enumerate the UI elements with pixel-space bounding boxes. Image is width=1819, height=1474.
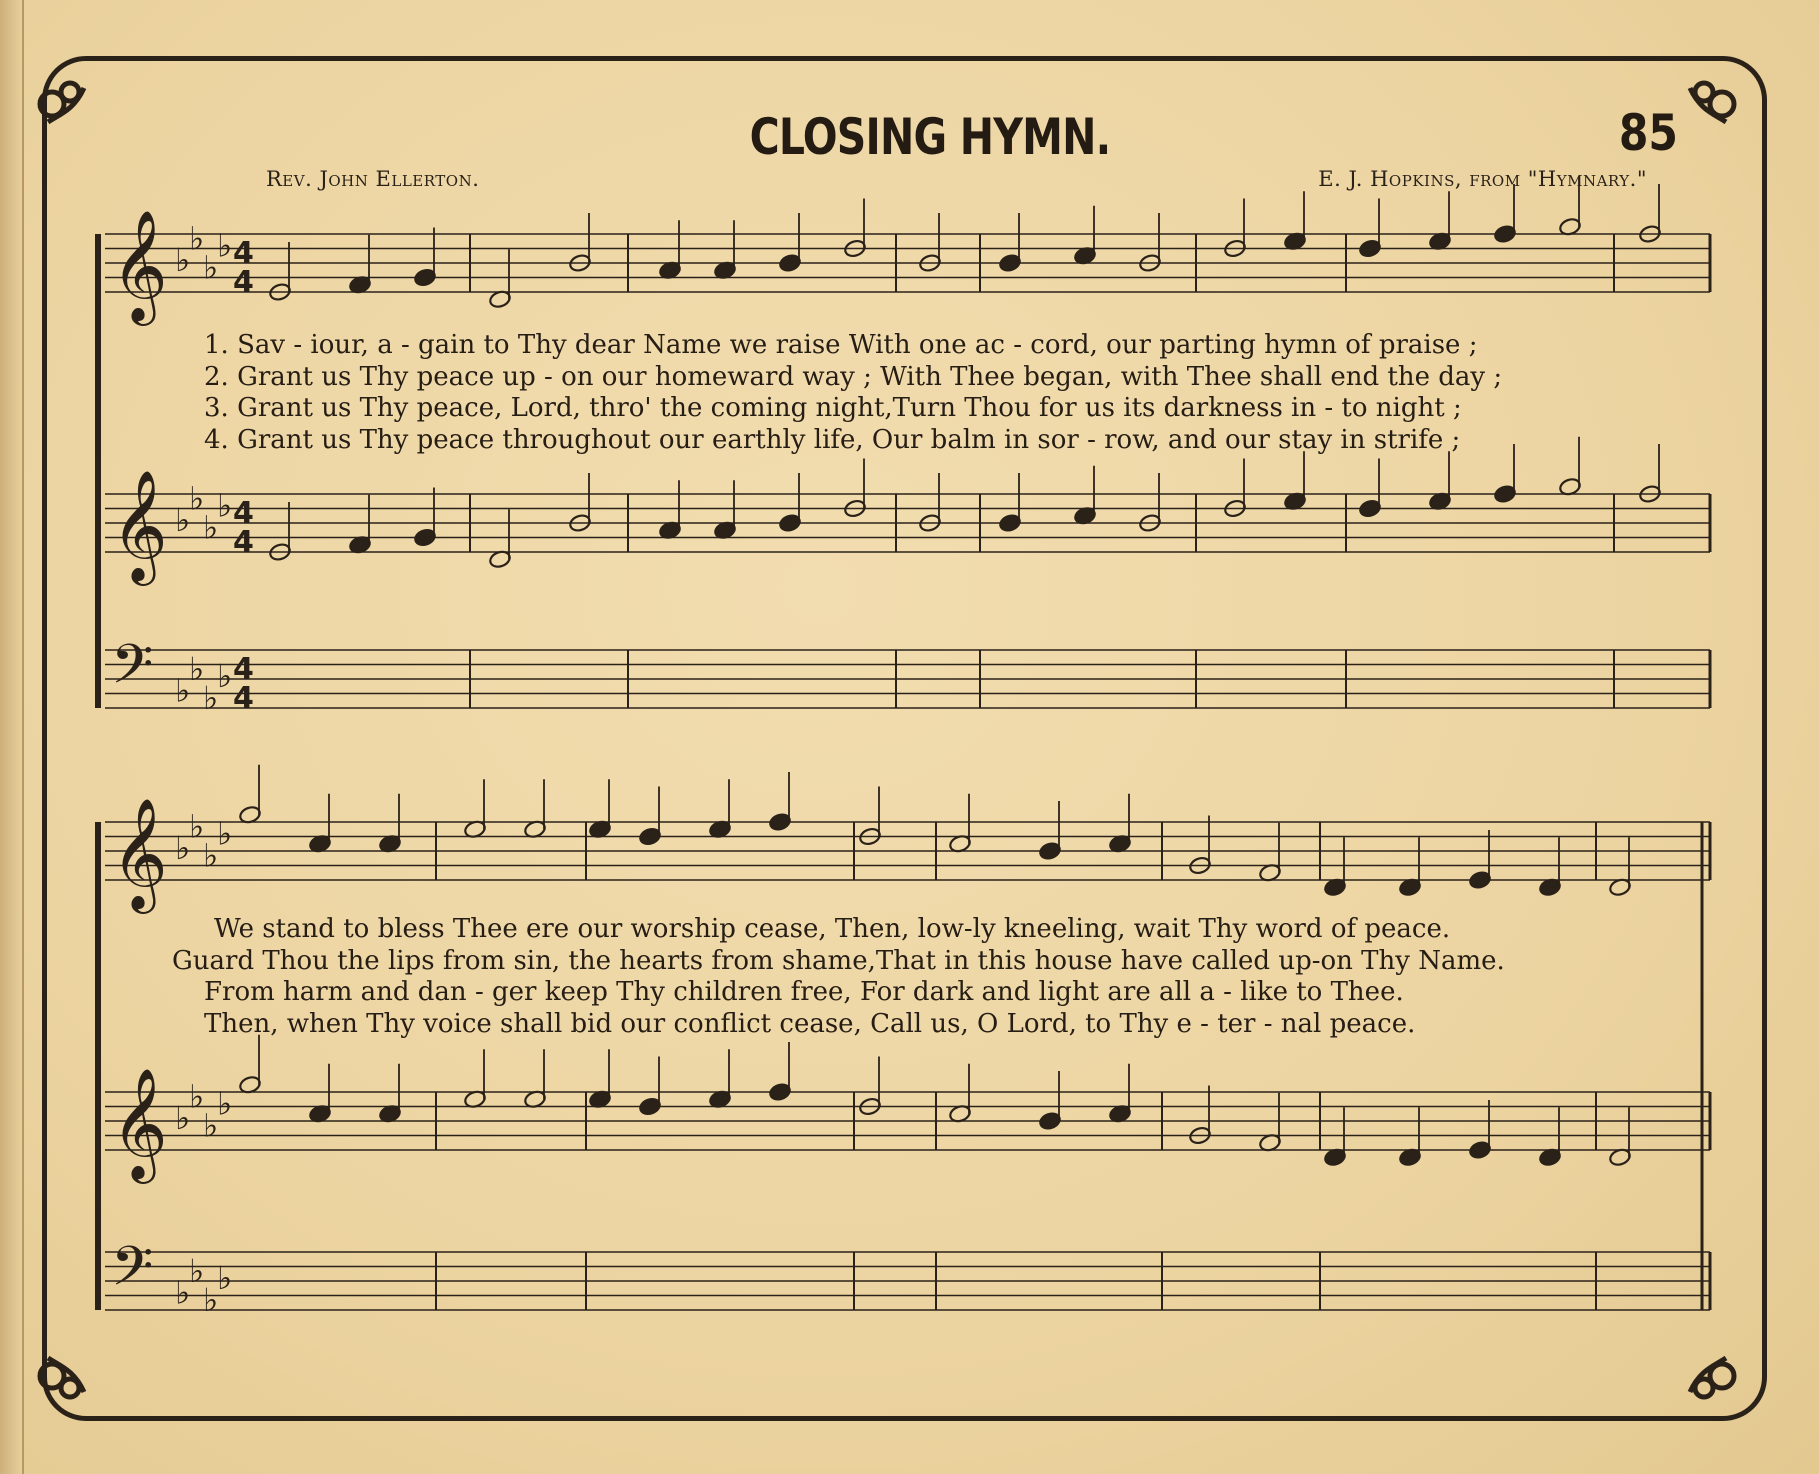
time-signature-bottom: 4	[233, 681, 254, 716]
treble-clef-icon: 𝄞	[111, 209, 168, 321]
treble-clef-icon: 𝄞	[111, 797, 168, 909]
flat-sign-icon: ♭	[189, 479, 205, 518]
flat-sign-icon: ♭	[175, 671, 191, 710]
flat-sign-icon: ♭	[203, 1280, 219, 1319]
flat-sign-icon: ♭	[175, 1273, 191, 1312]
flat-sign-icon: ♭	[217, 226, 233, 265]
time-signature-top: 4	[233, 236, 254, 271]
flat-sign-icon: ♭	[217, 657, 233, 695]
flat-sign-icon: ♭	[203, 678, 219, 717]
time-signature-top: 4	[233, 496, 254, 531]
flat-sign-icon: ♭	[203, 248, 219, 287]
flat-sign-icon: ♭	[189, 219, 205, 258]
lyric-verse-1: 1. Sav - iour, a - gain to Thy dear Name we raise With one ac - cord, our parting hymn of praise ;	[204, 330, 1478, 360]
flat-sign-icon: ♭	[175, 829, 191, 867]
lyric-verse-2-end: Guard Thou the lips from sin, the hearts from shame,That in this house have called up-on Thy Name.	[172, 945, 1505, 976]
lyric-verse-2: 2. Grant us Thy peace up - on our homeward way ; With Thee began, with Thee shall end the day ;	[204, 361, 1503, 392]
flat-sign-icon: ♭	[189, 649, 205, 688]
treble-clef-icon: 𝄞	[111, 1067, 168, 1179]
flat-sign-icon: ♭	[217, 486, 233, 525]
lyrics-system-2	[172, 914, 1505, 1040]
lyric-verse-4: 4. Grant us Thy peace throughout our earthly life, Our balm in sor - row, and our stay in strife ;	[204, 424, 1461, 455]
flat-sign-icon: ♭	[203, 508, 219, 547]
flat-sign-icon: ♭	[189, 807, 205, 846]
treble-clef-icon: 𝄞	[111, 469, 168, 581]
flat-sign-icon: ♭	[217, 1084, 233, 1123]
lyric-verse-1-end: We stand to bless Thee ere our worship cease, Then, low-ly kneeling, wait Thy word of peace.	[214, 914, 1451, 944]
flat-sign-icon: ♭	[203, 1106, 219, 1145]
lyric-verse-3: 3. Grant us Thy peace, Lord, thro' the coming night,Turn Thou for us its darkness in - to night ;	[204, 393, 1462, 423]
flat-sign-icon: ♭	[175, 501, 191, 539]
flat-sign-icon: ♭	[203, 836, 219, 875]
flat-sign-icon: ♭	[217, 1259, 233, 1297]
composer-credit: E. J. Hopkins, from "Hymnary."	[1318, 167, 1647, 191]
lyric-verse-3-end: From harm and dan - ger keep Thy children free, For dark and light are all a - like to Thee.	[204, 977, 1404, 1007]
page-number: 85	[1618, 104, 1678, 162]
time-signature-bottom: 4	[233, 525, 254, 560]
lyric-verse-4-end: Then, when Thy voice shall bid our conflict cease, Call us, O Lord, to Thy e - ter - nal peace.	[204, 1008, 1416, 1039]
time-signature-bottom: 4	[233, 265, 254, 300]
time-signature-top: 4	[233, 652, 254, 687]
author-credit: Rev. John Ellerton.	[266, 167, 480, 191]
bass-clef-icon: 𝄢	[111, 632, 154, 710]
flat-sign-icon: ♭	[189, 1251, 205, 1290]
flat-sign-icon: ♭	[175, 241, 191, 279]
flat-sign-icon: ♭	[217, 814, 233, 853]
bass-clef-icon: 𝄢	[111, 1234, 154, 1312]
hymn-title: CLOSING HYMN.	[749, 108, 1111, 166]
flat-sign-icon: ♭	[189, 1077, 205, 1116]
flat-sign-icon: ♭	[175, 1099, 191, 1137]
lyrics-system-1	[204, 330, 1502, 456]
